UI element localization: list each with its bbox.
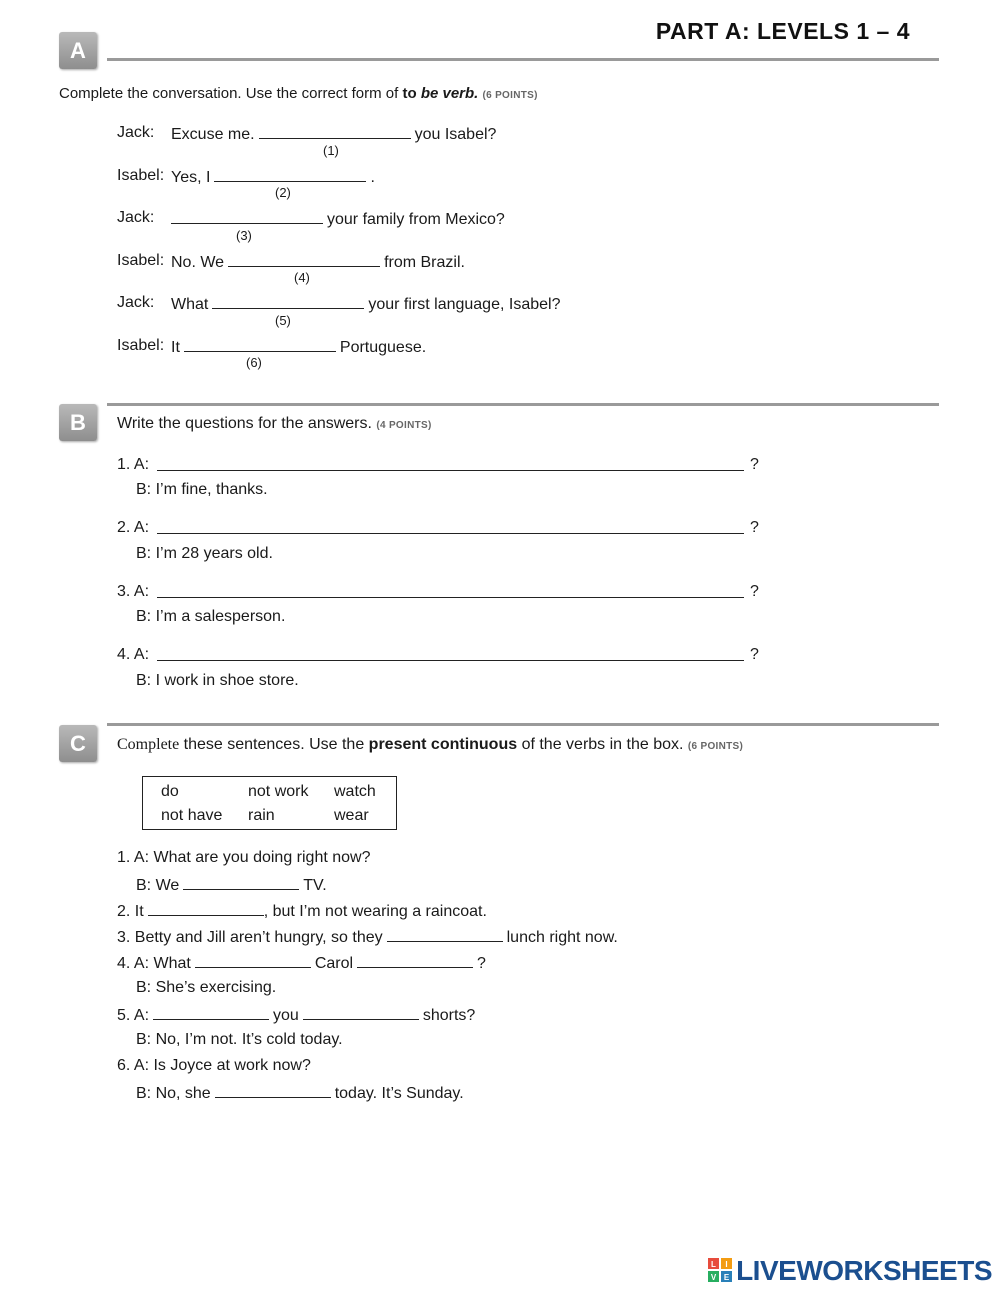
section-b-instruction: Write the questions for the answers. (4 POINTS) xyxy=(117,415,432,432)
conversation-line-2: Yes, I . xyxy=(171,169,375,186)
logo-letter-i: I xyxy=(725,1260,728,1269)
sentence-5: 5. A: you shorts? xyxy=(117,1007,476,1024)
question-input-3[interactable] xyxy=(157,597,744,598)
question-label: 2. A: xyxy=(117,519,150,536)
sentence-4: 4. A: What Carol ? xyxy=(117,955,486,972)
answer-blank-2[interactable] xyxy=(214,167,366,182)
blank-number: (2) xyxy=(275,185,291,200)
section-a-points: (6 POINTS) xyxy=(482,90,538,101)
sentence-1: 1. A: What are you doing right now? xyxy=(117,849,371,866)
logo-letter-v: V xyxy=(710,1273,717,1282)
answer-blank-6[interactable] xyxy=(184,337,336,352)
conversation-line-1: Excuse me. you Isabel? xyxy=(171,126,497,143)
answer-blank-1[interactable] xyxy=(259,124,411,139)
conversation-line-4: No. We from Brazil. xyxy=(171,254,465,271)
verb-blank[interactable] xyxy=(387,927,503,942)
word-item: not have xyxy=(161,807,223,824)
section-a-badge: A xyxy=(59,32,97,69)
answer-text: B: I’m a salesperson. xyxy=(136,608,286,625)
blank-number: (4) xyxy=(294,270,310,285)
word-item: watch xyxy=(334,783,376,800)
question-mark: ? xyxy=(750,519,759,536)
sentence-5b: B: No, I’m not. It’s cold today. xyxy=(136,1031,343,1048)
blank-number: (1) xyxy=(323,143,339,158)
logo-icon xyxy=(708,1258,734,1284)
word-box xyxy=(142,776,397,830)
speaker: Jack: xyxy=(117,124,155,141)
verb-blank[interactable] xyxy=(183,875,299,890)
answer-text: B: I’m 28 years old. xyxy=(136,545,273,562)
question-label: 3. A: xyxy=(117,583,150,600)
section-c-rule xyxy=(107,723,939,726)
answer-text: B: I’m fine, thanks. xyxy=(136,481,268,498)
section-b-badge: B xyxy=(59,404,97,441)
answer-blank-3[interactable] xyxy=(171,209,323,224)
verb-blank[interactable] xyxy=(153,1005,269,1020)
conversation-line-3: your family from Mexico? xyxy=(167,209,505,229)
logo-text: LIVEWORKSHEETS xyxy=(736,1255,992,1286)
verb-blank[interactable] xyxy=(357,953,473,968)
section-c-instruction: Complete these sentences. Use the present continuous of the verbs in the box. (6 POINTS) xyxy=(117,736,744,753)
conversation-line-6: It Portuguese. xyxy=(171,339,427,356)
answer-blank-5[interactable] xyxy=(212,294,364,309)
answer-blank-4[interactable] xyxy=(228,252,380,267)
section-a-rule xyxy=(107,58,939,61)
section-b-rule xyxy=(107,403,939,406)
blank-number: (6) xyxy=(246,355,262,370)
question-label: 1. A: xyxy=(117,456,150,473)
sentence-3: 3. Betty and Jill aren’t hungry, so they lunch right now. xyxy=(117,929,618,946)
speaker: Isabel: xyxy=(117,167,165,184)
blank-number: (5) xyxy=(275,313,291,328)
section-c-points: (6 POINTS) xyxy=(687,741,744,752)
speaker: Isabel: xyxy=(117,337,165,354)
sentence-6: 6. A: Is Joyce at work now? xyxy=(117,1057,311,1074)
word-item: wear xyxy=(334,807,369,824)
page-title: PART A: LEVELS 1 – 4 xyxy=(655,18,910,44)
question-input-1[interactable] xyxy=(157,470,744,471)
question-input-2[interactable] xyxy=(157,533,744,534)
verb-blank[interactable] xyxy=(215,1083,331,1098)
speaker: Jack: xyxy=(117,294,155,311)
answer-text: B: I work in shoe store. xyxy=(136,672,299,689)
verb-blank[interactable] xyxy=(195,953,311,968)
verb-blank[interactable] xyxy=(148,901,264,916)
section-a-instruction: Complete the conversation. Use the correct form of to be verb. (6 POINTS) xyxy=(59,85,538,102)
question-mark: ? xyxy=(750,646,759,663)
sentence-1b: B: We TV. xyxy=(136,877,327,894)
speaker: Isabel: xyxy=(117,252,165,269)
verb-blank[interactable] xyxy=(303,1005,419,1020)
sentence-6b: B: No, she today. It’s Sunday. xyxy=(136,1085,464,1102)
sentence-4b: B: She’s exercising. xyxy=(136,979,277,996)
word-item: do xyxy=(161,783,179,800)
logo-letter-e: E xyxy=(723,1273,730,1282)
logo-letter-l: L xyxy=(711,1260,717,1269)
question-mark: ? xyxy=(750,583,759,600)
speaker: Jack: xyxy=(117,209,155,226)
conversation-line-5: What your first language, Isabel? xyxy=(171,296,561,313)
question-label: 4. A: xyxy=(117,646,150,663)
word-item: not work xyxy=(248,783,309,800)
question-mark: ? xyxy=(750,456,759,473)
word-item: rain xyxy=(248,807,275,824)
liveworksheets-logo xyxy=(708,1255,992,1287)
question-input-4[interactable] xyxy=(157,660,744,661)
section-b-points: (4 POINTS) xyxy=(376,420,432,431)
section-c-badge: C xyxy=(59,725,97,762)
blank-number: (3) xyxy=(236,228,252,243)
sentence-2: 2. It , but I’m not wearing a raincoat. xyxy=(117,903,487,920)
